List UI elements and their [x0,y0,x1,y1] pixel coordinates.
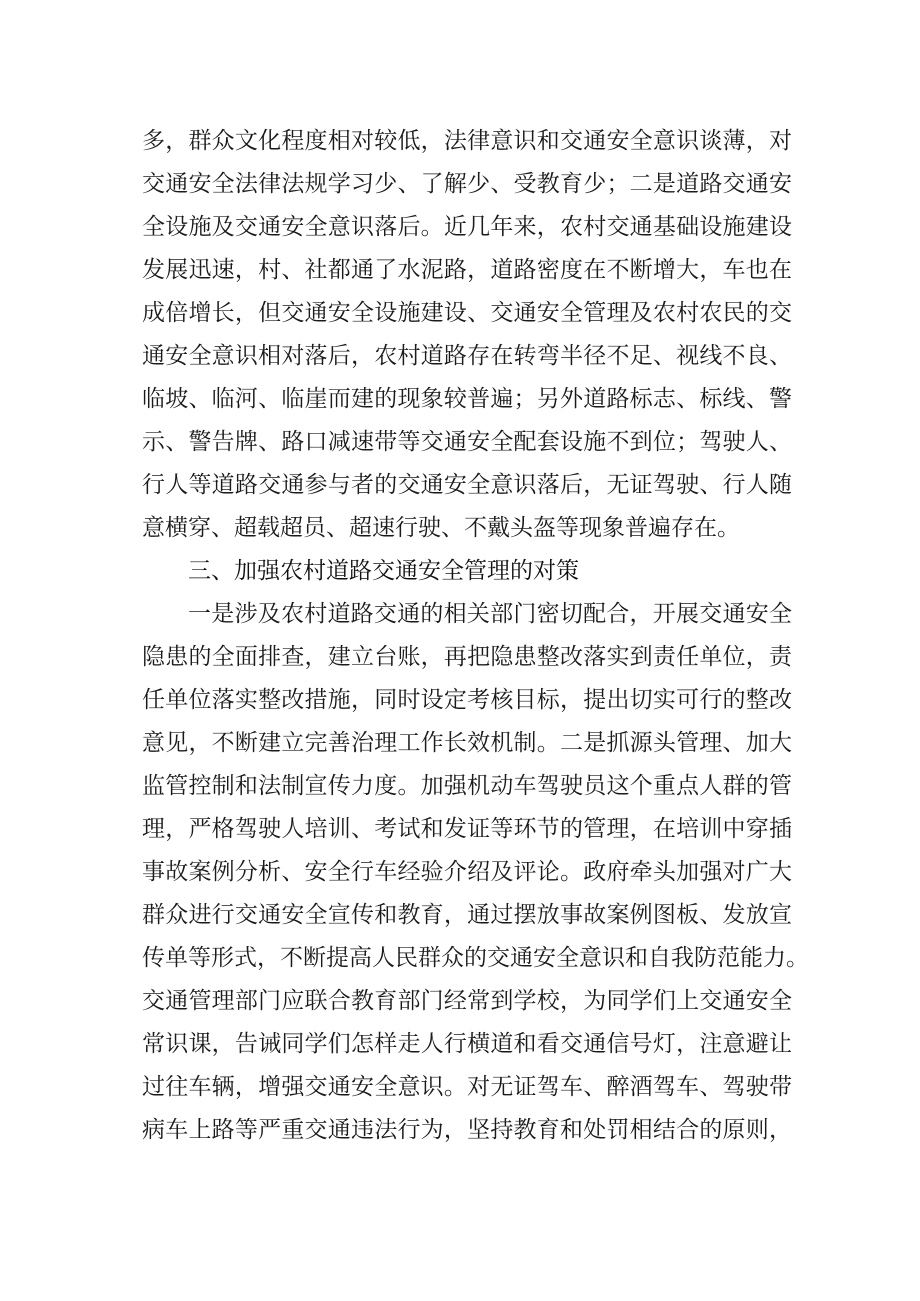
text-line: 行人等道路交通参与者的交通安全意识落后，无证驾驶、行人随 [142,472,792,498]
text-line: 意横穿、超载超员、超速行驶、不戴头盔等现象普遍存在。 [142,515,740,541]
paragraph-2 [142,593,809,1152]
text-line: 意见，不断建立完善治理工作长效机制。二是抓源头管理、加大 [142,730,792,756]
text-line: 交通管理部门应联合教育部门经常到学校，为同学们上交通安全 [142,988,792,1014]
text-line: 交通安全法律法规学习少、了解少、受教育少；二是道路交通安 [142,171,792,197]
text-line: 监管控制和法制宣传力度。加强机动车驾驶员这个重点人群的管 [142,773,792,799]
text-line: 示、警告牌、路口减速带等交通安全配套设施不到位；驾驶人、 [142,429,792,455]
section-heading: 三、加强农村道路交通安全管理的对策 [188,558,579,584]
text-line: 临坡、临河、临崖而建的现象较普遍；另外道路标志、标线、警 [142,386,792,412]
document-body [142,120,809,1152]
text-line: 全设施及交通安全意识落后。近几年来，农村交通基础设施建设 [142,214,792,240]
text-line: 常识课，告诫同学们怎样走人行横道和看交通信号灯，注意避让 [142,1031,792,1057]
text-line: 隐患的全面排查，建立台账，再把隐患整改落实到责任单位，责 [142,644,792,670]
text-line: 成倍增长，但交通安全设施建设、交通安全管理及农村农民的交 [142,300,792,326]
text-line: 事故案例分析、安全行车经验介绍及评论。政府牵头加强对广大 [142,859,792,885]
text-line: 任单位落实整改措施，同时设定考核目标，提出切实可行的整改 [142,687,792,713]
text-line: 群众进行交通安全宣传和教育，通过摆放事故案例图板、发放宣 [142,902,792,928]
text-line: 通安全意识相对落后，农村道路存在转弯半径不足、视线不良、 [142,343,792,369]
paragraph-1 [142,120,792,550]
text-line: 病车上路等严重交通违法行为，坚持教育和处罚相结合的原则， [142,1117,792,1143]
text-line: 传单等形式，不断提高人民群众的交通安全意识和自我防范能力。 [142,945,809,971]
text-line: 多，群众文化程度相对较低，法律意识和交通安全意识谈薄，对 [142,128,792,154]
text-line: 理，严格驾驶人培训、考试和发证等环节的管理，在培训中穿插 [142,816,792,842]
text-line: 过往车辆，增强交通安全意识。对无证驾车、醉酒驾车、驾驶带 [142,1074,792,1100]
text-line: 发展迅速，村、社都通了水泥路，道路密度在不断增大，车也在 [142,257,792,283]
text-line: 一是涉及农村道路交通的相关部门密切配合，开展交通安全 [188,601,792,627]
